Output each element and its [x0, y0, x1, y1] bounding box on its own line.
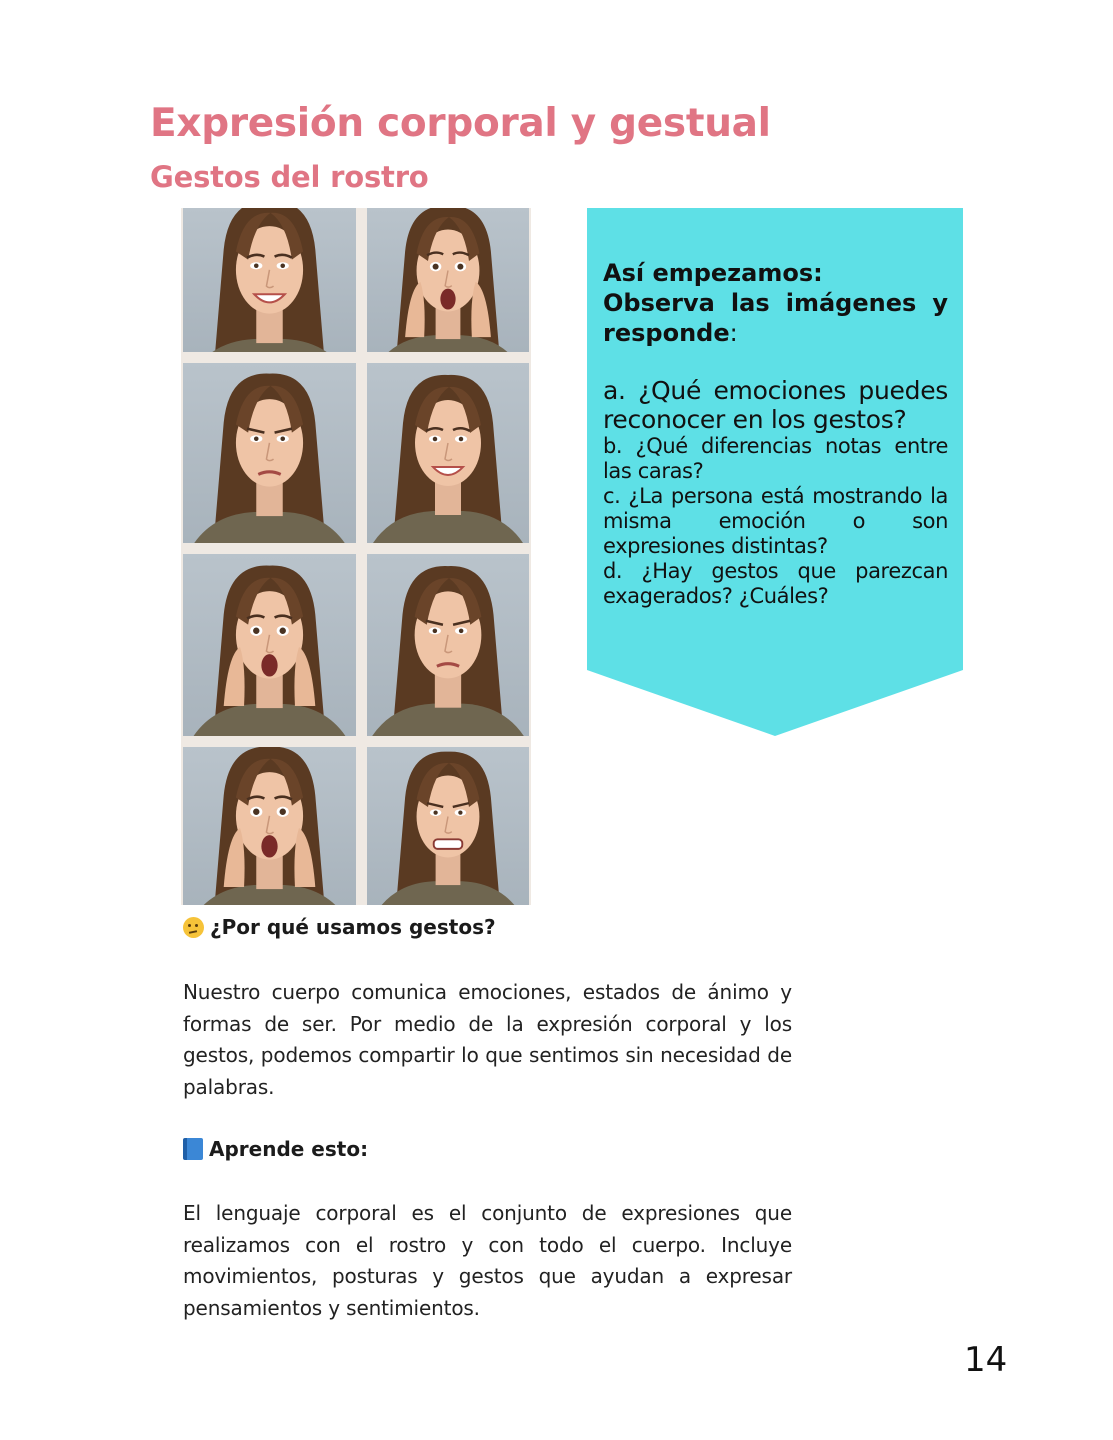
callout-heading: Así empezamos: [603, 259, 823, 287]
section-learn-heading [183, 1137, 368, 1161]
question-a: a. ¿Qué emociones puedes reconocer en los gestos? [603, 376, 948, 434]
page-number: 14 [964, 1340, 1008, 1380]
face-illustration [367, 208, 529, 352]
face-illustration [183, 208, 356, 352]
thinking-face-icon [183, 917, 204, 938]
section-learn-body: El lenguaje corporal es el conjunto de expresiones que realizamos con el rostro y con todo el cuerpo. Incluye movimientos, posturas y gestos que ayudan a expresar pensamientos y sentimientos. [183, 1201, 792, 1320]
callout-subheading-colon: : [729, 319, 738, 347]
face-illustration [183, 554, 356, 736]
section-why-gestures-body: Nuestro cuerpo comunica emociones, estados de ánimo y formas de ser. Por medio de la expresión corporal y los gestos, podemos compartir lo que sentimos sin necesidad de palabras. [183, 980, 792, 1099]
question-b: b. ¿Qué diferencias notas entre las caras? [603, 434, 948, 483]
face-photo-frown [183, 363, 356, 543]
section-learn-title: Aprende esto: [209, 1137, 369, 1161]
facial-expressions-photo-grid [181, 208, 531, 905]
face-illustration [367, 363, 529, 543]
face-illustration [367, 554, 529, 736]
question-d: d. ¿Hay gestos que parezcan exagerados? ¿Cuáles? [603, 559, 948, 608]
face-photo-happy [367, 363, 529, 543]
face-photo-shock-hands [183, 554, 356, 736]
face-illustration [183, 363, 356, 543]
face-photo-smile [183, 208, 356, 352]
face-illustration [183, 747, 356, 905]
callout-subheading-text: Observa las imágenes y responde [603, 289, 948, 347]
face-photo-surprise-hands [367, 208, 529, 352]
section-why-gestures-title: ¿Por qué usamos gestos? [210, 915, 496, 939]
activity-callout [587, 208, 963, 738]
face-photo-grimace [367, 747, 529, 905]
face-illustration [367, 747, 529, 905]
callout-subheading [603, 288, 948, 348]
section-why-gestures-heading [183, 915, 496, 939]
blue-book-icon [183, 1138, 203, 1160]
question-c: c. ¿La persona está mostrando la misma emoción o son expresiones distintas? [603, 484, 948, 558]
page-title: Expresión corporal y gestual [150, 101, 771, 146]
page-subtitle: Gestos del rostro [150, 160, 429, 194]
face-photo-angry [367, 554, 529, 736]
face-photo-fear-hands [183, 747, 356, 905]
